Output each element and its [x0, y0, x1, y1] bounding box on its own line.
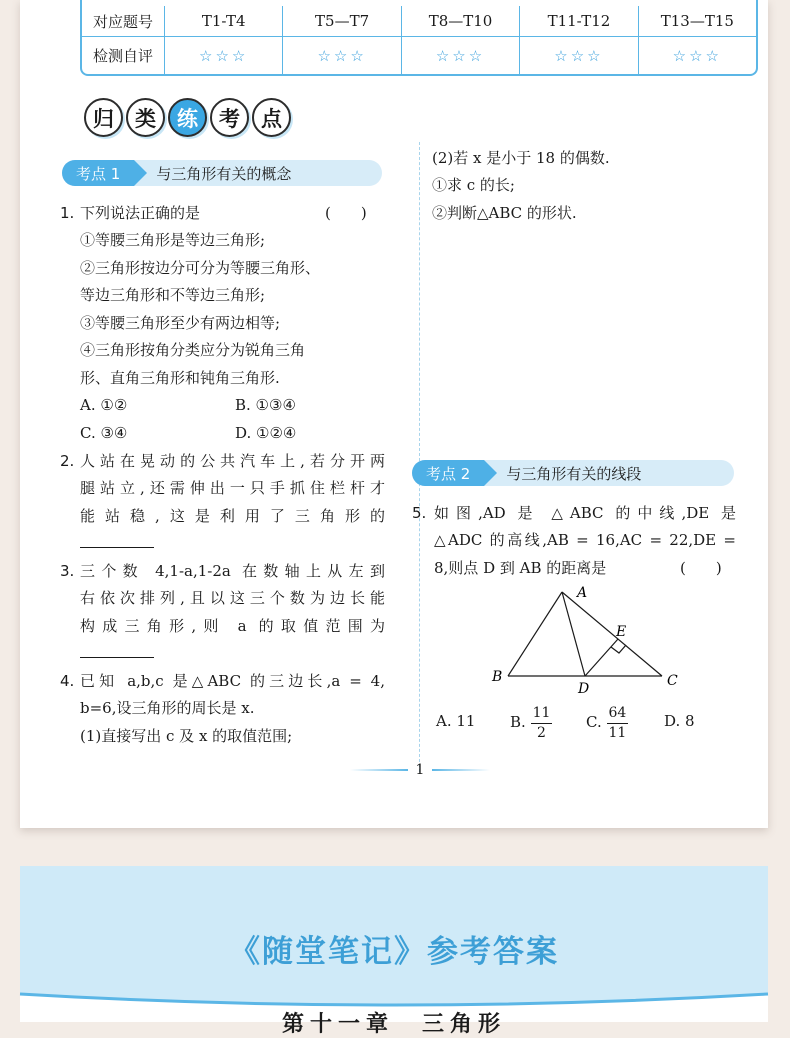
topic-tag: 考点 1 — [62, 160, 134, 186]
question-text: 人站在晃动的公共汽车上,若分开两 — [80, 452, 385, 470]
height-de — [585, 639, 618, 676]
table-cell: T1-T4 — [164, 6, 282, 36]
sub-question: (2)若 x 是小于 18 的偶数. — [432, 149, 610, 167]
header-badge: 考 — [210, 98, 249, 137]
answer-title: 《随堂笔记》参考答案 — [229, 934, 559, 970]
statement: 形、直角三角形和钝角三角形. — [80, 369, 280, 387]
answer-paren[interactable]: ( ) — [680, 559, 722, 577]
statement: ②三角形按边分可分为等腰三角形、 — [80, 259, 321, 277]
rating-stars[interactable]: ☆☆☆ — [672, 46, 722, 65]
question-text: 如图,AD 是 △ABC 的中线,DE 是 — [434, 504, 736, 522]
table-row — [82, 0, 756, 36]
sub-question: ①求 c 的长; — [432, 176, 515, 194]
fraction-denominator: 2 — [537, 724, 546, 741]
option-c[interactable] — [586, 696, 628, 748]
question-text: △ADC 的高线,AB = 16,AC = 22,DE = — [434, 531, 736, 549]
page-number — [350, 758, 490, 782]
header-badge: 归 — [84, 98, 123, 137]
option-d[interactable]: D. ①②④ — [235, 424, 297, 442]
rating-stars[interactable]: ☆☆☆ — [317, 46, 367, 65]
question-text: 构成三角形,则 a 的取值范围为 — [80, 617, 385, 635]
label-a: A — [577, 585, 588, 601]
table-row-label: 检测自评 — [92, 47, 153, 65]
question-number: 3. — [60, 562, 75, 580]
statement: ①等腰三角形是等边三角形; — [80, 231, 266, 249]
topic-tag: 考点 2 — [412, 460, 484, 486]
self-check-table — [80, 0, 758, 76]
chapter-title: 第十一章 三角形 — [281, 1012, 506, 1037]
table-cell: T8—T10 — [401, 6, 519, 36]
answer-card — [20, 866, 768, 1037]
fraction — [531, 704, 553, 743]
rating-stars[interactable]: ☆☆☆ — [199, 46, 249, 65]
rating-stars[interactable]: ☆☆☆ — [554, 46, 604, 65]
topic-title: 与三角形有关的概念 — [156, 164, 292, 183]
option-c-prefix: C. — [586, 713, 602, 731]
fraction-numerator: 64 — [607, 704, 629, 724]
option-d[interactable]: D. 8 — [664, 712, 695, 730]
table-row-label: 对应题号 — [92, 12, 153, 31]
answer-paren[interactable]: ( ) — [325, 204, 367, 222]
option-a[interactable]: A. 11 — [436, 712, 476, 730]
rating-stars[interactable]: ☆☆☆ — [435, 46, 486, 65]
fraction — [607, 704, 629, 743]
median-ad — [562, 592, 585, 676]
question-number: 4. — [60, 672, 75, 690]
side-ab — [508, 592, 562, 676]
side-ac — [562, 592, 662, 676]
page-number-text: 1 — [415, 762, 425, 778]
option-b-prefix: B. — [510, 713, 526, 731]
header-badge: 点 — [252, 98, 291, 137]
topic-title: 与三角形有关的线段 — [506, 464, 642, 483]
statement: 等边三角形和不等边三角形; — [80, 286, 266, 304]
question-text: 右依次排列,且以这三个数为边长能 — [80, 589, 385, 607]
label-b: B — [492, 669, 503, 685]
table-cell: T13—T15 — [638, 6, 756, 36]
option-c[interactable]: C. ③④ — [80, 424, 128, 442]
label-d: D — [578, 681, 590, 697]
question-number: 1. — [60, 204, 75, 222]
header-badge: 类 — [126, 98, 165, 137]
question-number: 5. — [412, 504, 427, 522]
question-text: 腿站立,还需伸出一只手抓住栏杆才 — [80, 479, 385, 497]
fill-blank[interactable] — [80, 530, 154, 558]
option-b[interactable]: B. ①③④ — [235, 396, 296, 414]
topic-bar-2 — [412, 460, 734, 486]
option-a[interactable]: A. ①② — [80, 396, 128, 414]
table-cell: T5—T7 — [282, 6, 400, 36]
fill-blank[interactable] — [80, 640, 154, 668]
statement: ④三角形按角分类应分为锐角三角 — [80, 341, 306, 359]
header-badge: 练 — [168, 98, 207, 137]
sub-question: (1)直接写出 c 及 x 的取值范围; — [80, 727, 293, 745]
column-divider — [419, 142, 420, 772]
workbook-page — [20, 0, 768, 828]
right-angle-mark — [611, 645, 626, 653]
statement: ③等腰三角形至少有两边相等; — [80, 314, 281, 332]
fraction-denominator: 11 — [608, 724, 627, 741]
question-text: 三个数 4,1-a,1-2a 在数轴上从左到 — [80, 562, 385, 580]
fraction-numerator: 11 — [531, 704, 553, 724]
triangle-figure — [490, 582, 690, 697]
question-number: 2. — [60, 452, 75, 470]
label-e: E — [616, 624, 627, 640]
table-cell: T11-T12 — [519, 6, 637, 36]
question-text: 8,则点 D 到 AB 的距离是 — [434, 559, 607, 577]
section-header — [84, 98, 291, 137]
question-text: b=6,设三角形的周长是 x. — [80, 699, 255, 717]
label-c: C — [667, 673, 678, 689]
question-stem: 下列说法正确的是 — [80, 204, 201, 222]
question-text: 已知 a,b,c 是△ABC 的三边长,a = 4, — [80, 672, 385, 690]
table-row — [82, 36, 756, 74]
sub-question: ②判断△ABC 的形状. — [432, 204, 577, 222]
question-text: 能站稳,这是利用了三角形的 — [80, 507, 385, 525]
topic-bar-1 — [62, 160, 382, 186]
option-b[interactable] — [510, 696, 552, 748]
